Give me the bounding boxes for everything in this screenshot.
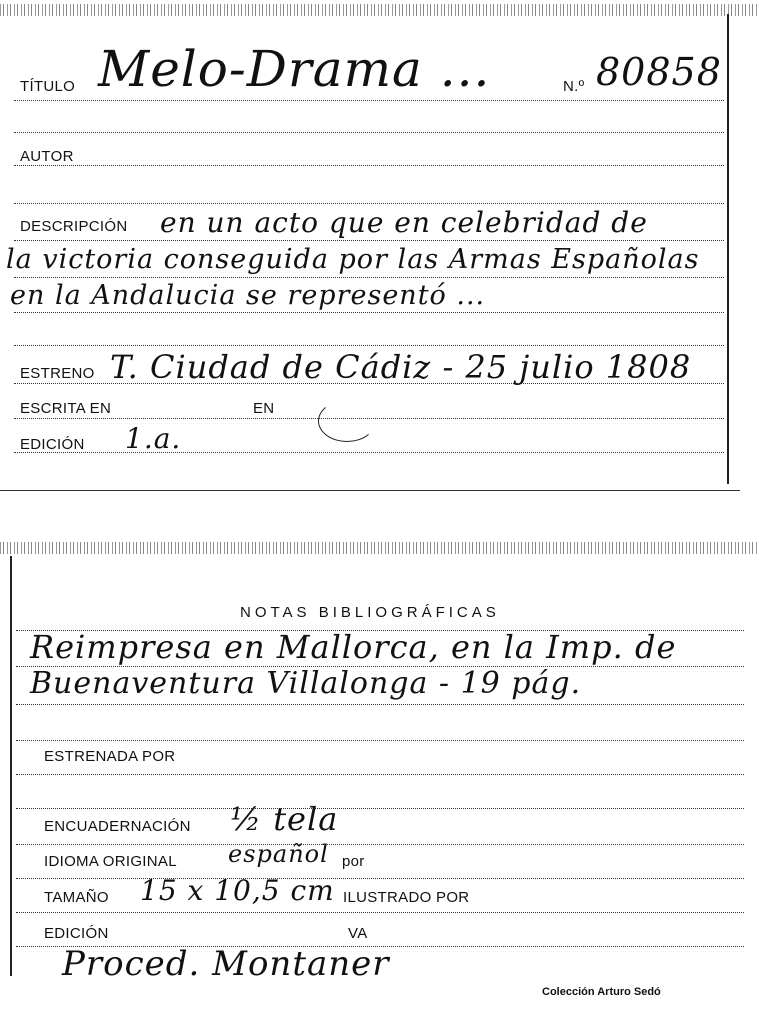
encuadernacion-value: ½ tela xyxy=(230,800,339,838)
estreno-label: ESTRENO xyxy=(20,365,95,382)
notas-heading: NOTAS BIBLIOGRÁFICAS xyxy=(240,604,500,621)
scan-edge-noise xyxy=(0,542,759,554)
card-bottom-edge xyxy=(0,490,740,491)
scan-edge-noise xyxy=(0,4,759,16)
rule-line xyxy=(16,740,744,741)
titulo-label: TÍTULO xyxy=(20,78,76,95)
descripcion-line: en un acto que en celebridad de xyxy=(160,206,648,239)
numero-value: 80858 xyxy=(596,50,722,94)
rule-line xyxy=(16,808,744,809)
encuadernacion-label: ENCUADERNACIÓN xyxy=(44,818,191,835)
rule-line xyxy=(16,912,744,913)
notas-line: Reimpresa en Mallorca, en la Imp. de xyxy=(30,628,677,666)
idioma-value: español xyxy=(228,840,329,868)
catalog-card-bottom xyxy=(0,538,759,1028)
ilustrado-label: ILUSTRADO POR xyxy=(343,889,470,906)
rule-line xyxy=(14,452,724,453)
rule-line xyxy=(14,132,724,133)
idioma-label: IDIOMA ORIGINAL xyxy=(44,853,177,870)
estrenada-por-label: ESTRENADA POR xyxy=(44,748,176,765)
rule-line xyxy=(16,704,744,705)
edicion-label: EDICIÓN xyxy=(44,925,109,942)
rule-line xyxy=(14,345,724,346)
estreno-value: T. Ciudad de Cádiz - 25 julio 1808 xyxy=(110,348,692,386)
rule-line xyxy=(14,100,724,101)
card-left-border xyxy=(10,556,12,976)
edicion-value: 1.a. xyxy=(125,422,182,455)
titulo-value: Melo-Drama ... xyxy=(98,40,491,98)
rule-line xyxy=(14,277,724,278)
descripcion-line: en la Andalucia se representó ... xyxy=(10,280,486,311)
catalog-card-top xyxy=(0,0,759,495)
tamano-label: TAMAÑO xyxy=(44,889,109,906)
proced-value: Proced. Montaner xyxy=(62,944,390,984)
tamano-value: 15 x 10,5 cm xyxy=(140,874,335,907)
rule-line xyxy=(14,165,724,166)
notas-line: Buenaventura Villalonga - 19 pág. xyxy=(30,666,582,701)
en-label: EN xyxy=(253,400,275,417)
por-label: por xyxy=(342,853,365,870)
escrita-en-label: ESCRITA EN xyxy=(20,400,112,417)
descripcion-label: DESCRIPCIÓN xyxy=(20,218,128,235)
descripcion-line: la victoria conseguida por las Armas Españolas xyxy=(6,244,700,275)
collection-credit: Colección Arturo Sedó xyxy=(542,986,661,998)
rule-line xyxy=(14,312,724,313)
edicion-label: EDICIÓN xyxy=(20,436,85,453)
autor-label: AUTOR xyxy=(20,148,74,165)
rule-line xyxy=(16,878,744,879)
rule-line xyxy=(14,203,724,204)
numero-label: N.º xyxy=(563,78,585,95)
card-right-border xyxy=(727,14,729,484)
rule-line xyxy=(16,844,744,845)
rule-line xyxy=(16,774,744,775)
va-label: VA xyxy=(348,925,368,942)
ink-mark xyxy=(318,400,376,442)
rule-line xyxy=(14,240,724,241)
